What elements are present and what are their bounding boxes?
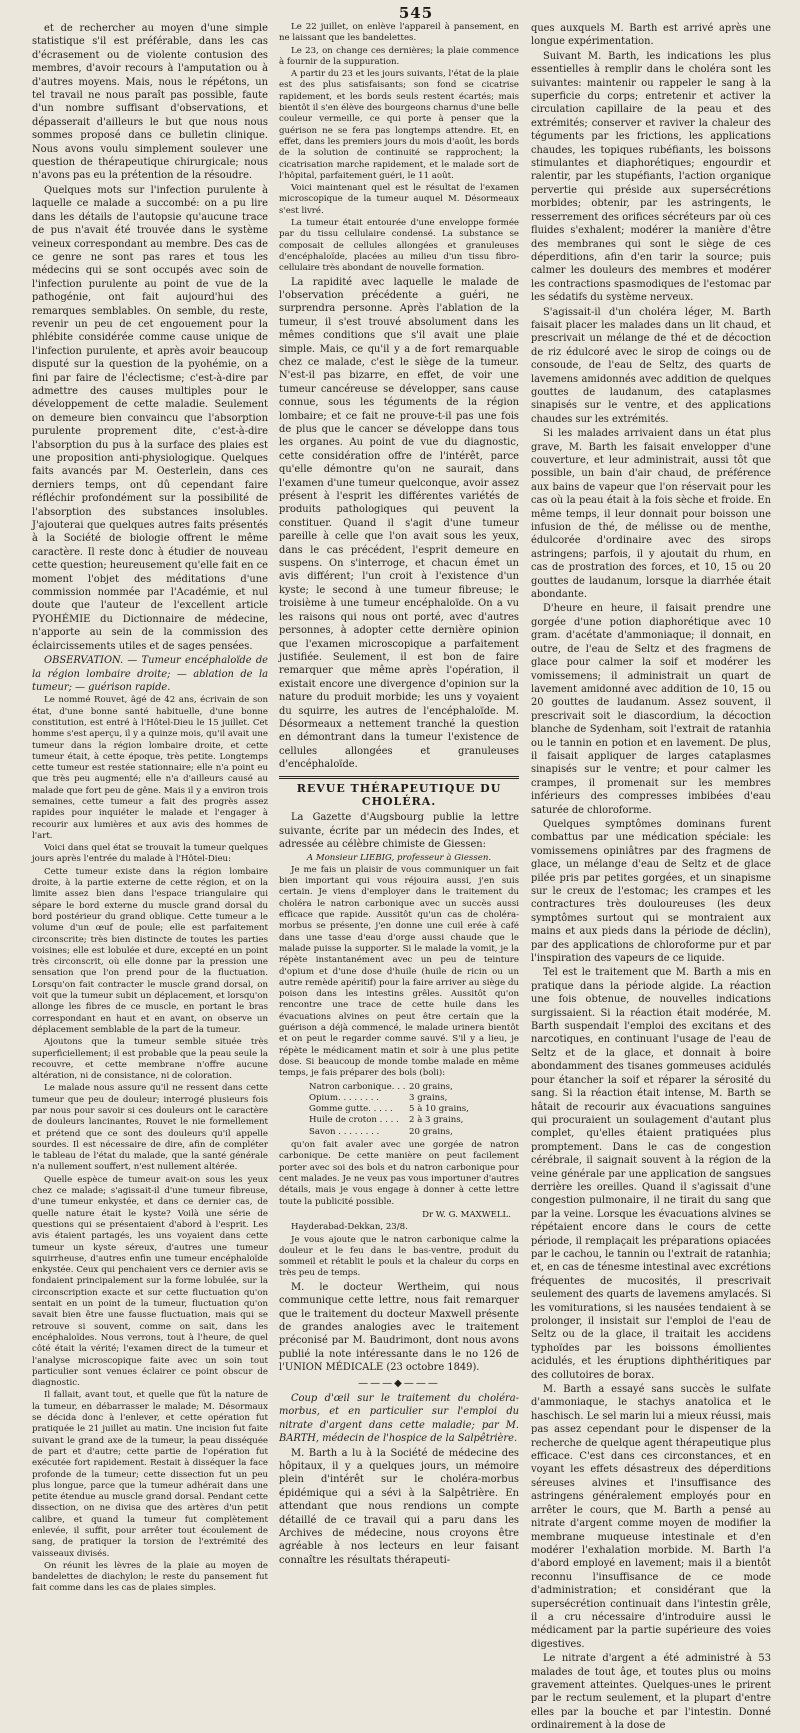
ingredient: Huile de croton . . . . — [309, 1115, 399, 1126]
paragraph: M. Barth a lu à la Société de médecine des hôpitaux, il y a quelques jours, un mémoire plein d'intérêt sur le choléra-morbus épidémique qui a sévi à la Salpêtrière. En attendant que nous rendions un compte détaillé de ce travail qui a paru dans les Archives de médecine, nous croyons être agréable à nos lecteurs en leur faisant connaître les résultats thérapeuti- — [279, 1447, 519, 1566]
paragraph: Quelques symptômes dominans furent combattus par une médication spéciale: les vomissemens opiniâtres par des fragmens de glace, un mélange d'eau de Seltz et de glace pilée pris par petites gorgées, et un sinapisme sur le creux de l'estomac; les crampes et les contractures très douloureuses (les deux symptômes surtout qui se montraient aux mains et aux pieds dans la période de déclin), par des applications de chloroforme pur et par l'inspiration des vapeurs de ce liquide. — [531, 818, 771, 965]
ornament-divider: ———◆——— — [358, 1377, 440, 1389]
paragraph: ques auxquels M. Barth est arrivé après une longue expérimentation. — [531, 23, 771, 48]
ingredient: Opium. . . . . . . . — [309, 1092, 379, 1103]
column-3 — [531, 22, 771, 1732]
quantity: 2 à 3 grains, — [409, 1115, 464, 1126]
signature: Dr W. G. MAXWELL. — [422, 1209, 511, 1220]
paragraph: et de rechercher au moyen d'une simple statistique s'il est préférable, dans les cas d'écrasement ou de violente contusion des membres, d'avoir recours à l'amputation ou à d'autres moyens. Mais, nous le répétons, un tel travail ne nous paraît pas possible, faute d'un nombre suffisant d'observations, et dépasserait d'ailleurs le but que nous nous sommes proposé dans ce bulletin clinique. Nous avons voulu simplement soulever une question de thérapeutique chirurgicale; nous n'avons pas eu la prétention de la résoudre. — [32, 23, 268, 182]
paragraph: Ajoutons que la tumeur semble située très superficiellement; il est probable que la peau seule la recouvre, et cette membrane n'offre aucune altération, ni de consistance, ni de coloration. — [32, 1037, 268, 1082]
column-1 — [32, 22, 269, 1594]
paragraph: Le nitrate d'argent a été administré à 53 malades de tout âge, et toutes plus ou moins gravement atteintes. Quelques-unes le prirent par le rectum seulement, et la plupart d'entre elles par la bouche et par l'intestin. Donné ordinairement à la dose de — [531, 1653, 771, 1732]
recipe-row — [309, 1104, 519, 1115]
paragraph: On réunit les lèvres de la plaie au moyen de bandelettes de diachylon; le reste du pansement fut fait comme dans les cas de plaies simples. — [32, 1560, 268, 1594]
recipe-row — [309, 1115, 519, 1126]
paragraph: Le 23, on change ces dernières; la plaie commence à fournir de la suppuration. — [279, 45, 519, 67]
column-2 — [279, 22, 519, 1566]
recipe-list — [309, 1082, 519, 1138]
letter-body: qu'on fait avaler avec une gorgée de natron carbonique. De cette manière on peut facilement porter avec soi des bols et du natron carbonique pour cent malades. Je ne veux pas vous importuner d'autres détails, mais je vous engage à donner à cette lettre toute la publicité possible. — [279, 1140, 519, 1207]
ingredient: Natron carbonique. . . — [309, 1081, 406, 1092]
paragraph: Le nommé Rouvet, âgé de 42 ans, écrivain de son état, d'une bonne santé habituelle, d'une bonne constitution, est entré à l'Hôtel-Dieu le 15 juillet. Cet homme s'est aperçu, il y a quinze mois, qu'il avait une tumeur dans la région lombaire droite, et cette tumeur était, à cette époque, très petite. Longtemps cette tumeur est restée stationnaire; elle n'a point eu que très peu augmenté; elle n'a d'ailleurs causé au malade que fort peu de gêne. Mais il y a environ trois semaines, cette tumeur a fait des progrès assez rapides pour inquiéter le malade et l'engager à recourir aux lumières et aux avis des hommes de l'art. — [32, 695, 269, 841]
paragraph: La rapidité avec laquelle le malade de l'observation précédente a guéri, ne surprendra personne. Après l'ablation de la tumeur, il s'est trouvé absolument dans les mêmes conditions que s'il avait une plaie simple. Mais, ce qu'il y a de fort remarquable chez ce malade, c'est le siège de la tumeur. N'est-il pas bizarre, en effet, de voir une tumeur cancéreuse se développer, sans cause connue, sous les téguments de la région lombaire; et ce fait ne prouve-t-il pas une fois de plus que le cancer se développe dans tous les organes. Au point de vue du diagnostic, cette considération offre de l'intérêt, parce qu'elle démontre qu'on ne saurait, dans l'examen d'une tumeur quelconque, avoir assez présent à l'esprit les différentes variétés de produits pathologiques qui peuvent la constituer. Quand il s'agit d'une tumeur pareille à celle que l'on avait sous les yeux, dans le cas précédent, l'esprit demeure en suspens. On s'interroge, et chacun émet un avis différent; l'un croit à l'existence d'un kyste; le second à une tumeur fibreuse; le troisième à une tumeur encéphaloïde. On a vu les raisons qui nous ont porté, avec d'autres personnes, à adopter cette dernière opinion que l'examen microscopique a parfaitement justifiée. Seulement, il est bon de faire remarquer que même après l'opération, il existait encore une divergence d'opinion sur la nature du produit morbide; les uns y voyaient du squirre, les autres de l'encéphaloïde. M. Désormeaux a nettement tranché la question en démontrant dans la tumeur l'existence de cellules allongées et granuleuses d'encéphaloïde. — [279, 276, 519, 771]
recipe-row — [309, 1093, 519, 1104]
paragraph: M. Barth a essayé sans succès le sulfate d'ammoniaque, le stachys anatolica et le haschisch. Le sel marin lui a mieux réussi, mais pas assez cependant pour le dispenser de la recherche de quelque agent thérapeutique plus efficace. C'est dans ces circonstances, et en voyant les effets désastreux des déperditions séreuses alvines et l'insuffisance des astringens généralement employés pour en arrêter le cours, que M. Barth a pensé au nitrate d'argent comme moyen de modifier la membrane muqueuse intestinale et d'en modérer l'exhalation morbide. M. Barth l'a d'abord employé en lavement; mais il a bientôt reconnu l'insuffisance de ce mode d'administration; et considérant que la supersécrétion continuait dans l'intestin grêle, il a cru nécessaire d'introduire aussi le médicament par la partie supérieure des voies digestives. — [531, 1384, 771, 1650]
ingredient: Gomme gutte. . . . . — [309, 1104, 393, 1115]
paragraph: Il fallait, avant tout, et quelle que fût la nature de la tumeur, en débarrasser le malade; M. Désormaux se décida donc à l'enlever, et cette opération fut pratiquée le 21 juillet au matin. Une incision fut faite suivant le grand axe de la tumeur, la peau disséquée de part et d'autre; cette partie de l'opération fut exécutée fort rapidement. Restait à disséquer la face profonde de la tumeur; cette dissection fut un peu plus longue, parce que la tumeur adhérait dans une petite étendue au muscle grand dorsal. Pendant cette dissection, on ne divisa que des artères d'un petit calibre, et quand la tumeur fut complètement enlevée, il suffit, pour arrêter tout écoulement de sang, de pratiquer la torsion de l'extrémité des vaisseaux divisés. — [32, 1390, 268, 1559]
paragraph: Le 22 juillet, on enlève l'appareil à pansement, en ne laissant que les bandelettes. — [279, 22, 519, 44]
quantity: 20 grains, — [409, 1126, 453, 1137]
letter-body: Je me fais un plaisir de vous communiquer un fait bien important qui vous réjouira aussi, j'en suis certain. Je viens d'employer dans le traitement du choléra le natron carbonique avec un succès aussi efficace que rapide. Aussitôt qu'un cas de choléra-morbus se présente, j'en donne une cuil erée à café dans une tasse d'eau d'orge aussi chaude que le malade puisse la supporter. Si le malade la vomit, je la répète instantanément avec un peu de teinture d'opium et d'une dose d'huile (huile de ricin ou un autre remède apéritif) pour la faire arriver au siège du poison dans les intestins grêles. Aussitôt qu'on rencontre une trace de cette huile dans les évacuations alvines on peut être certain que la guérison a déjà commencé, le malade urinera bientôt et on peut le regarder comme sauvé. S'il y a lieu, je répète le médicament matin et soir à une plus petite dose. Si beaucoup de monde tombe malade en même temps, je fais préparer des bols (boli): — [279, 864, 519, 1079]
paragraph: Le malade nous assure qu'il ne ressent dans cette tumeur que peu de douleur; interrogé plusieurs fois par nous pour savoir si ces douleurs ont le caractère de douleurs lancinantes, Rouvet le nie formellement et prétend que ce sont des douleurs qu'il appelle sourdes. Il est nécessaire de dire, afin de compléter le tableau de l'état du malade, que la santé générale n'a nullement souffert, n'est nullement altérée. — [32, 1083, 268, 1173]
paragraph: M. le docteur Wertheim, qui nous communique cette lettre, nous fait remarquer que le traitement du docteur Maxwell présente de grandes analogies avec le traitement préconisé par M. Baudrimont, dont nous avons publié la note intéressante dans le no 126 de l'UNION MÉDICALE (23 octobre 1849). — [279, 1281, 519, 1374]
paragraph: Voici maintenant quel est le résultat de l'examen microscopique de la tumeur auquel M. Désormeaux s'est livré. — [279, 183, 519, 216]
section-divider — [279, 776, 519, 779]
letter-place: Hayderabad-Dekkan, 23/8. — [291, 1222, 408, 1233]
quantity: 5 à 10 grains, — [409, 1104, 469, 1115]
quantity: 3 grains, — [409, 1092, 448, 1103]
quantity: 20 grains, — [409, 1081, 453, 1092]
paragraph: Quelle espèce de tumeur avait-on sous les yeux chez ce malade; s'agissait-il d'une tumeur fibreuse, d'une tumeur enkystée, et dans ce dernier cas, de quelle nature était le kyste? Voilà une série de questions qui se présentaient d'abord à l'esprit. Les avis étaient partagés, les uns voyaient dans cette tumeur un kyste séreux, d'autres une tumeur squirrheuse, d'autres enfin une tumeur encéphaloïde enkystée. Ceux qui penchaient vers ce dernier avis se fondaient principalement sur la forme lobulée, sur la circonscription exacte et sur cette fluctuation qu'on sentait en un point de la tumeur, fluctuation qu'on savait bien être une fausse fluctuation, mais qui se retrouve si souvent, comme on sait, dans les encéphaloïdes. Nous verrons, tout à l'heure, de quel côté était la vérité; l'examen direct de la tumeur et l'analyse microscopique faite avec un soin tout particulier sont venues éclairer ce point obscur de diagnostic. — [32, 1174, 268, 1389]
paragraph: Cette tumeur existe dans la région lombaire droite, à la partie externe de cette région, et on la limite assez bien dans l'espace triangulaire qui sépare le bord externe du muscle grand dorsal du bord postérieur du grand oblique. Cette tumeur a le volume d'un œuf de poule; elle est parfaitement circonscrite; très bien distincte de toutes les parties voisines; elle est lobulée et dure, excepté en un point très circonscrit, où elle donne par la pression une sensation que l'on prend pour de la fluctuation. Lorsqu'on fait contracter le muscle grand dorsal, on voit que la tumeur subit un déplacement, et lorsqu'on allonge les fibres de ce muscle, en portant le bras correspondant en haut et en avant, on observe un déplacement semblable de la part de la tumeur. — [32, 866, 268, 1035]
paragraph: D'heure en heure, il faisait prendre une gorgée d'une potion diaphorétique avec 10 gram. d'acétate d'ammoniaque; il donnait, en outre, de l'eau de Seltz et des fragmens de glace pour calmer la soif et modérer les vomissemens; il administrait un quart de lavement amidonné avec addition de 10, 15 ou 20 gouttes de laudanum. Assez souvent, il prescrivait soit le diascordium, la décoction blanche de Sydenham, soit l'extrait de ratanhia ou le tannin en potion et en lavement. De plus, il faisait appliquer de larges cataplasmes sinapisés sur le ventre; et pour calmer les crampes, il promenait sur les membres inférieurs des compresses imbibées d'eau saturée de chloroforme. — [531, 603, 771, 816]
recipe-row — [309, 1127, 519, 1138]
paragraph: Si les malades arrivaient dans un état plus grave, M. Barth les faisait envelopper d'une couverture, et leur administrait, aussi tôt que possible, un bain d'air chaud, de préférence aux bains de vapeur que l'on réservait pour les cas où la peau était à la fois sèche et froide. En même temps, il leur donnait pour boisson une infusion de thé, de mélisse ou de menthe, édulcorée d'ordinaire avec des sirops astringens; parfois, il y ajoutait du rhum, en cas de prostration des forces, et 10, 15 ou 20 gouttes de laudanum, lorsque la diarrhée était abondante. — [531, 428, 771, 601]
observation-title: OBSERVATION. — Tumeur encéphaloïde de la région lombaire droite; — ablation de la tumeur; — guérison rapide. — [32, 655, 268, 693]
paragraph: La tumeur était entourée d'une enveloppe formée par du tissu cellulaire condensé. La substance se composait de cellules allongées et granuleuses d'encéphaloïde, placées au milieu d'un tissu fibro-cellulaire très abondant de nouvelle formation. — [279, 218, 519, 274]
paragraph: A partir du 23 et les jours suivants, l'état de la plaie est des plus satisfaisants; son fond se cicatrise rapidement, et les bords seuls restent écartés; mais bientôt il s'en élève des bourgeons charnus d'une belle couleur vermeille, ce qui porte à penser que la guérison ne se fera pas longtemps attendre. Et, en effet, dans les premiers jours du mois d'août, les bords de la solution de continuité se rapprochent; la cicatrisation marche rapidement, et le malade sort de l'hôpital, parfaitement guéri, le 11 août. — [279, 69, 519, 181]
recipe-row — [309, 1082, 519, 1093]
paragraph: Suivant M. Barth, les indications les plus essentielles à remplir dans le choléra sont les suivantes: maintenir ou rappeler le sang à la superficie du corps; entretenir et activer la circulation capillaire de la peau et des extrémités; conserver et raviver la chaleur des téguments par les frictions, les applications chaudes, les topiques rubéfiants, les boissons stimulantes et diaphorétiques; engourdir et ralentir, par les stupéfiants, l'action organique pervertie qui préside aux supersécrétions morbides; obtenir, par les astringents, le resserrement des orifices sécréteurs par où ces fluides s'exhalent; modérer la manière d'être des membranes qui sont le siège de ces déperditions, afin d'en tarir la source; puis calmer les douleurs des membres et modérer les contractions spasmodiques de l'estomac par les sédatifs du système nerveux. — [531, 50, 771, 304]
paragraph: Quelques mots sur l'infection purulente à laquelle ce malade a succombé: on a pu lire dans les détails de l'autopsie qu'aucune trace de pus n'avait été trouvée dans le système veineux correspondant au membre. Des cas de ce genre ne sont pas rares et tous les médecins qui se sont occupés avec soin de l'infection purulente au point de vue de la pathogénie, ont fait aujourd'hui des remarques semblables. On semble, du reste, revenir un peu de cet engouement pour la phlébite considérée comme cause unique de l'infection purulente, et après avoir beaucoup disputé sur la question de la pyohémie, on a fini par faire de l'éclectisme; c'est-à-dire par admettre des causes multiples pour le développement de cette maladie. Seulement on demeure bien convaincu que l'absorption purulente proprement dite, c'est-à-dire l'absorption du pus à la surface des plaies est une proposition anti-physiologique. Quelques faits avancés par M. Oesterlein, dans ces derniers temps, ont dû cependant faire réfléchir profondément sur la possibilité de l'absorption des substances insolubles. J'ajouterai que quelques autres faits présentés à la Société de biologie offrent le même caractère. Il reste donc à étudier de nouveau cette question; heureusement qu'elle fait en ce moment l'objet des méditations d'une commission nommée par l'Académie, et nul doute que l'auteur de l'excellent article PYOHÉMIE du Dictionnaire de médecine, n'apporte au sein de la commission des éclaircissements utiles et de sages pensées. — [32, 184, 268, 652]
paragraph: La Gazette d'Augsbourg publie la lettre suivante, écrite par un médecin des Indes, et adressée au célèbre chimiste de Giessen: — [279, 812, 519, 851]
paragraph: S'agissait-il d'un choléra léger, M. Barth faisait placer les malades dans un lit chaud, et prescrivait un mélange de thé et de décoction de riz édulcoré avec le sirop de coings ou de consoude, de l'eau de Seltz, des quarts de lavemens amidonnés avec addition de quelques gouttes de laudanum, des cataplasmes sinapisés sur le ventre, et des applications chaudes sur les extrémités. — [531, 306, 771, 425]
page-number: 545 — [398, 4, 434, 22]
section-title: REVUE THÉRAPEUTIQUE DU CHOLÉRA. — [296, 781, 502, 808]
paragraph: Voici dans quel état se trouvait la tumeur quelques jours après l'entrée du malade à l'Hôtel-Dieu: — [32, 843, 268, 865]
letter-address: A Monsieur LIEBIG, professeur à Giessen. — [306, 852, 492, 863]
ingredient: Savon . . . . . . . . — [309, 1126, 380, 1137]
letter-postscript: Je vous ajoute que le natron carbonique calme la douleur et le feu dans le bas-ventre, produit du sommeil et rétablit le pouls et la chaleur du corps en très peu de temps. — [279, 1234, 519, 1279]
paragraph: Tel est le traitement que M. Barth a mis en pratique dans la période algide. La réaction une fois obtenue, de nouvelles indications surgissaient. Si la réaction était modérée, M. Barth suspendait l'emploi des excitans et des narcotiques, en continuant l'usage de l'eau de Seltz et de la glace, et donnait à boire abondamment des tisanes gommeuses acidulés pour étancher la soif et réparer la sérosité du sang. Si la réaction était intense, M. Barth se hâtait de recourir aux évacuations sanguines qui procuraient un soulagement d'autant plus complet, qu'elles étaient pratiquées plus promptement. Dans le cas de congestion cérébrale, il saignait souvent à la région de la veine générale par une application de sangsues derrière les oreilles. Quand il s'agissait d'une congestion pulmonaire, il ne tirait du sang que par la veine. Lorsque les évacuations alvines se répétaient encore dans le cours de cette période, il remplaçait les préparations opiacées par le cachou, le tannin ou l'extrait de ratanhia; et, en cas de ténesme intestinal avec excrétions fréquentes de mucosités, il prescrivait seulement des quarts de lavemens amylacés. Si les vomiturations, si les nausées tendaient à se prolonger, il insistait sur l'emploi de l'eau de Seltz ou de la glace, il traitait les accidens typhoïdes par les boissons émollientes acidulés, et les éruptions diphthéritiques par des collutoires de borax. — [531, 967, 771, 1381]
article-title: Coup d'œil sur le traitement du choléra-morbus, et en particulier sur l'emploi du nitrate d'argent dans cette maladie; par M. BARTH, médecin de l'hospice de la Salpêtrière. — [279, 1392, 519, 1445]
